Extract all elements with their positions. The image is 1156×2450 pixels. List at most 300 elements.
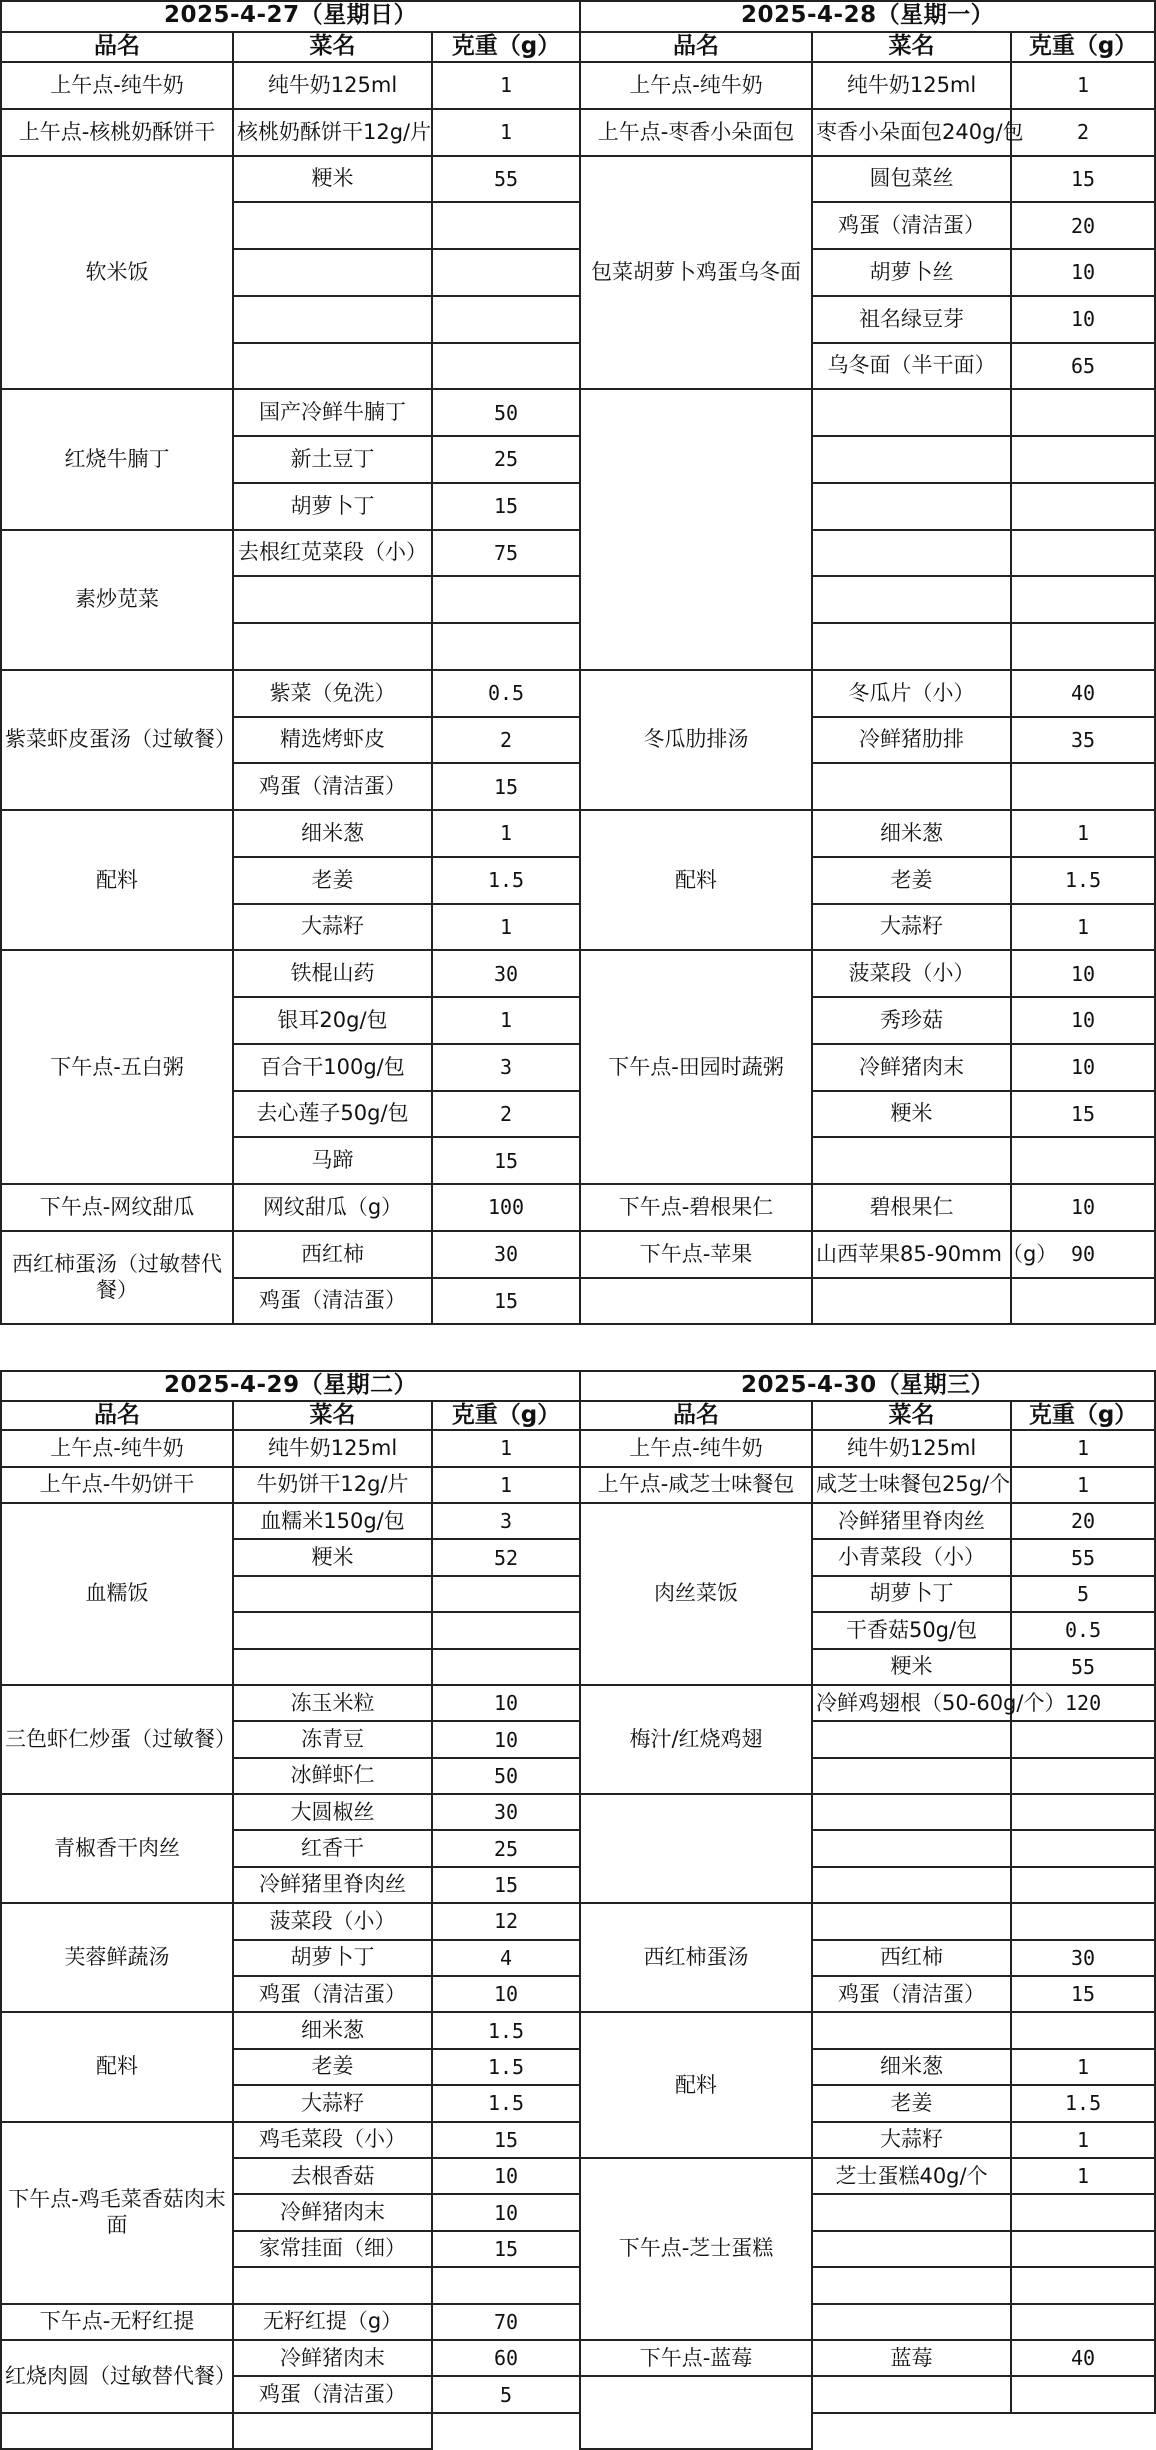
- ingredient-cell: 鸡蛋（清洁蛋）: [812, 1976, 1011, 2012]
- weight-cell: [432, 1649, 580, 1685]
- date-cell: 2025-4-27（星期日）: [1, 1, 580, 32]
- weight-cell: 20: [1011, 1503, 1155, 1539]
- weight-cell: 3: [432, 1503, 580, 1539]
- ingredient-cell: 祖名绿豆芽: [812, 296, 1011, 343]
- weight-cell: 1: [1011, 2158, 1155, 2194]
- dish-name-cell: 配料: [580, 810, 812, 950]
- weight-cell: [1011, 623, 1155, 670]
- ingredient-cell: 冷鲜猪肉末: [233, 2194, 432, 2230]
- dish-name-cell: 配料: [1, 810, 233, 950]
- ingredient-cell: 粳米: [812, 1091, 1011, 1138]
- weight-cell: 1: [432, 810, 580, 857]
- ingredient-cell: 铁棍山药: [233, 950, 432, 997]
- ingredient-cell: 冷鲜猪肉末: [233, 2340, 432, 2376]
- ingredient-cell: [233, 249, 432, 296]
- ingredient-cell: 冷鲜猪里脊肉丝: [812, 1503, 1011, 1539]
- ingredient-cell: [233, 343, 432, 390]
- ingredient-cell: 冷鲜猪里脊肉丝: [233, 1867, 432, 1903]
- ingredient-cell: 芝士蛋糕40g/个: [812, 2158, 1011, 2194]
- ingredient-cell: [233, 296, 432, 343]
- weight-cell: 1: [1011, 2122, 1155, 2158]
- weight-cell: 2: [432, 1091, 580, 1138]
- ingredient-cell: [812, 483, 1011, 530]
- weight-cell: [1011, 2012, 1155, 2048]
- header-ingredient: 菜名: [812, 1401, 1011, 1431]
- table-row: [1, 2122, 1155, 2158]
- dish-name-cell: 青椒香干肉丝: [1, 1794, 233, 1903]
- ingredient-cell: 胡萝卜丁: [812, 1576, 1011, 1612]
- ingredient-cell: 鸡蛋（清洁蛋）: [233, 1278, 432, 1325]
- ingredient-cell: [812, 1830, 1011, 1866]
- ingredient-cell: [812, 576, 1011, 623]
- ingredient-cell: 胡萝卜丁: [233, 1940, 432, 1976]
- table-row: [1, 1467, 1155, 1503]
- ingredient-cell: 老姜: [233, 2049, 432, 2085]
- dish-name-cell: 下午点-苹果: [580, 1231, 812, 1278]
- weight-cell: 15: [432, 763, 580, 810]
- table-row: [1, 1184, 1155, 1231]
- table-row: [1, 1685, 1155, 1721]
- weight-cell: [432, 623, 580, 670]
- ingredient-cell: 核桃奶酥饼干12g/片: [233, 109, 432, 156]
- table-row: [1, 62, 1155, 109]
- dish-name-cell: 下午点-鸡毛菜香菇肉末面: [1, 2122, 233, 2304]
- header-weight: 克重（g）: [1011, 1401, 1155, 1431]
- weight-cell: [432, 1612, 580, 1648]
- weight-cell: 1: [1011, 1467, 1155, 1503]
- dish-name-cell: 下午点-无籽红提: [1, 2304, 233, 2340]
- weight-cell: 75: [432, 530, 580, 577]
- ingredient-cell: 蓝莓: [812, 2340, 1011, 2376]
- column-header-row: [1, 32, 1155, 63]
- ingredient-cell: 鸡毛菜段（小）: [233, 2122, 432, 2158]
- weight-cell: [1011, 1137, 1155, 1184]
- ingredient-cell: [812, 1721, 1011, 1757]
- dish-name-cell: 上午点-牛奶饼干: [1, 1467, 233, 1503]
- dish-name-cell: 紫菜虾皮蛋汤（过敏餐）: [1, 670, 233, 810]
- dish-name-cell: 素炒苋菜: [1, 530, 233, 670]
- ingredient-cell: 枣香小朵面包240g/包: [812, 109, 1011, 156]
- ingredient-cell: 碧根果仁: [812, 1184, 1011, 1231]
- weight-cell: 15: [432, 1137, 580, 1184]
- table-row: [1, 670, 1155, 717]
- dish-name-cell: 红烧牛腩丁: [1, 389, 233, 529]
- ingredient-cell: [812, 2231, 1011, 2267]
- weight-cell: 15: [432, 2122, 580, 2158]
- dish-name-cell: 红烧肉圆（过敏替代餐）: [1, 2340, 233, 2413]
- weight-cell: 1.5: [432, 857, 580, 904]
- ingredient-cell: 老姜: [812, 2085, 1011, 2121]
- weight-cell: 10: [432, 1721, 580, 1757]
- table-row: [1, 2012, 1155, 2048]
- weight-cell: 1: [432, 109, 580, 156]
- table-row: [1, 2340, 1155, 2376]
- weight-cell: 55: [432, 156, 580, 203]
- dish-name-cell: 梅汁/红烧鸡翅: [580, 1685, 812, 1794]
- weight-cell: [1011, 483, 1155, 530]
- ingredient-cell: [233, 623, 432, 670]
- dish-name-cell: 下午点-蓝莓: [580, 2340, 812, 2376]
- weight-cell: 30: [432, 1794, 580, 1830]
- ingredient-cell: 冷鲜猪肉末: [812, 1044, 1011, 1091]
- ingredient-cell: 冻玉米粒: [233, 1685, 432, 1721]
- weight-cell: 15: [1011, 1091, 1155, 1138]
- ingredient-cell: 银耳20g/包: [233, 997, 432, 1044]
- ingredient-cell: 秀珍菇: [812, 997, 1011, 1044]
- table-row: [1, 2304, 1155, 2340]
- weight-cell: 40: [1011, 670, 1155, 717]
- menu-body-1: [1, 62, 1155, 1371]
- weight-cell: 30: [432, 1231, 580, 1278]
- ingredient-cell: 粳米: [233, 1539, 432, 1575]
- ingredient-cell: 细米葱: [812, 810, 1011, 857]
- dish-name-cell: 配料: [1, 2012, 233, 2121]
- ingredient-cell: 鸡蛋（清洁蛋）: [233, 1976, 432, 2012]
- weight-cell: [432, 202, 580, 249]
- weight-cell: [1011, 2304, 1155, 2340]
- dish-name-cell: 配料: [580, 2012, 812, 2158]
- dish-name-cell: 下午点-碧根果仁: [580, 1184, 812, 1231]
- weight-cell: 10: [1011, 950, 1155, 997]
- ingredient-cell: 西红柿: [812, 1940, 1011, 1976]
- header-dish: 品名: [580, 32, 812, 63]
- ingredient-cell: 冷鲜猪肋排: [812, 717, 1011, 764]
- table-row: [1, 530, 1155, 577]
- date-cell: 2025-4-28（星期一）: [580, 1, 1155, 32]
- weight-cell: 120: [1011, 1685, 1155, 1721]
- ingredient-cell: 粳米: [233, 156, 432, 203]
- weight-cell: 10: [432, 1685, 580, 1721]
- weight-cell: [1011, 2231, 1155, 2267]
- dish-name-cell: 上午点-咸芝士味餐包: [580, 1467, 812, 1503]
- weight-cell: 1: [432, 62, 580, 109]
- ingredient-cell: 冰鲜虾仁: [233, 1758, 432, 1794]
- ingredient-cell: [812, 1794, 1011, 1830]
- weight-cell: 10: [1011, 249, 1155, 296]
- weight-cell: [1011, 2194, 1155, 2230]
- header-ingredient: 菜名: [233, 1401, 432, 1431]
- weight-cell: 15: [432, 1867, 580, 1903]
- dish-name-cell: [580, 1278, 812, 1325]
- weight-cell: 1: [1011, 904, 1155, 951]
- ingredient-cell: 圆包菜丝: [812, 156, 1011, 203]
- ingredient-cell: [812, 2012, 1011, 2048]
- ingredient-cell: 西红柿: [233, 1231, 432, 1278]
- ingredient-cell: [812, 2376, 1011, 2412]
- ingredient-cell: [233, 2267, 432, 2303]
- ingredient-cell: 乌冬面（半干面）: [812, 343, 1011, 390]
- ingredient-cell: 鸡蛋（清洁蛋）: [812, 202, 1011, 249]
- ingredient-cell: [233, 202, 432, 249]
- dish-name-cell: 上午点-枣香小朵面包: [580, 109, 812, 156]
- table-row: [1, 1324, 1155, 1371]
- header-weight: 克重（g）: [432, 1401, 580, 1431]
- weight-cell: 52: [432, 1539, 580, 1575]
- weight-cell: 70: [432, 2304, 580, 2340]
- weight-cell: 1: [432, 997, 580, 1044]
- weight-cell: 10: [1011, 1044, 1155, 1091]
- ingredient-cell: 大圆椒丝: [233, 1794, 432, 1830]
- ingredient-cell: 百合干100g/包: [233, 1044, 432, 1091]
- ingredient-cell: 细米葱: [812, 2049, 1011, 2085]
- table-row: [1, 389, 1155, 436]
- ingredient-cell: 纯牛奶125ml: [812, 1430, 1011, 1466]
- ingredient-cell: [812, 2304, 1011, 2340]
- table-row: [1, 1503, 1155, 1539]
- weight-cell: 2: [1011, 109, 1155, 156]
- weight-cell: [233, 2413, 432, 2449]
- weight-cell: 1.5: [432, 2049, 580, 2085]
- weight-cell: [1011, 1721, 1155, 1757]
- weight-cell: 15: [1011, 156, 1155, 203]
- ingredient-cell: 菠菜段（小）: [812, 950, 1011, 997]
- table-row: [1, 156, 1155, 203]
- weight-cell: [432, 296, 580, 343]
- ingredient-cell: 新土豆丁: [233, 436, 432, 483]
- date-row: [1, 1, 1155, 32]
- weight-cell: 55: [1011, 1539, 1155, 1575]
- weight-cell: 1: [1011, 2049, 1155, 2085]
- weight-cell: 10: [432, 1976, 580, 2012]
- ingredient-cell: 网纹甜瓜（g）: [233, 1184, 432, 1231]
- ingredient-cell: 细米葱: [233, 810, 432, 857]
- ingredient-cell: [812, 1903, 1011, 1939]
- ingredient-cell: [812, 763, 1011, 810]
- date-row: [1, 1371, 1155, 1401]
- weight-cell: 20: [1011, 202, 1155, 249]
- weight-cell: [1011, 1867, 1155, 1903]
- header-dish: 品名: [1, 1401, 233, 1431]
- weight-cell: 55: [1011, 1649, 1155, 1685]
- weight-cell: [1011, 436, 1155, 483]
- weight-cell: [1011, 763, 1155, 810]
- weight-cell: 10: [432, 2158, 580, 2194]
- weight-cell: [432, 1576, 580, 1612]
- dish-name-cell: 上午点-纯牛奶: [1, 1430, 233, 1466]
- table-row: [1, 1903, 1155, 1939]
- weight-cell: 1.5: [432, 2012, 580, 2048]
- weight-cell: 50: [432, 1758, 580, 1794]
- ingredient-cell: 大蒜籽: [233, 904, 432, 951]
- weight-cell: [1011, 1903, 1155, 1939]
- ingredient-cell: 菠菜段（小）: [233, 1903, 432, 1939]
- ingredient-cell: 鸡蛋（清洁蛋）: [233, 763, 432, 810]
- weight-cell: [1011, 1758, 1155, 1794]
- weight-cell: [432, 249, 580, 296]
- weight-cell: 1: [1011, 810, 1155, 857]
- weight-cell: 4: [432, 1940, 580, 1976]
- ingredient-cell: [233, 1576, 432, 1612]
- table-row: [1, 1430, 1155, 1466]
- dish-name-cell: 西红柿蛋汤: [580, 1903, 812, 2012]
- ingredient-cell: 红香干: [233, 1830, 432, 1866]
- ingredient-cell: 冻青豆: [233, 1721, 432, 1757]
- dish-name-cell: [580, 2376, 812, 2449]
- weight-cell: 60: [432, 2340, 580, 2376]
- ingredient-cell: 大蒜籽: [812, 2122, 1011, 2158]
- dish-name-cell: 下午点-网纹甜瓜: [1, 1184, 233, 1231]
- weight-cell: 100: [432, 1184, 580, 1231]
- weight-cell: 1.5: [1011, 857, 1155, 904]
- weight-cell: 2: [432, 717, 580, 764]
- table-row: [1, 109, 1155, 156]
- ingredient-cell: 细米葱: [233, 2012, 432, 2048]
- weight-cell: 15: [1011, 1976, 1155, 2012]
- ingredient-cell: [233, 576, 432, 623]
- dish-name-cell: 芙蓉鲜蔬汤: [1, 1903, 233, 2012]
- header-ingredient: 菜名: [233, 32, 432, 63]
- ingredient-cell: 胡萝卜丁: [233, 483, 432, 530]
- weight-cell: 10: [1011, 1184, 1155, 1231]
- ingredient-cell: 大蒜籽: [233, 2085, 432, 2121]
- weight-cell: [1011, 1830, 1155, 1866]
- ingredient-cell: 小青菜段（小）: [812, 1539, 1011, 1575]
- header-weight: 克重（g）: [1011, 32, 1155, 63]
- weight-cell: 50: [432, 389, 580, 436]
- weight-cell: 5: [432, 2376, 580, 2412]
- ingredient-cell: [812, 2267, 1011, 2303]
- dish-name-cell: [580, 389, 812, 670]
- weight-cell: 65: [1011, 343, 1155, 390]
- ingredient-cell: 咸芝士味餐包25g/个: [812, 1467, 1011, 1503]
- ingredient-cell: 去根红苋菜段（小）: [233, 530, 432, 577]
- table-row: [1, 2413, 1155, 2449]
- weight-cell: 10: [432, 2194, 580, 2230]
- weight-cell: [1011, 576, 1155, 623]
- table-row: [1, 1794, 1155, 1830]
- table-row: [1, 1231, 1155, 1278]
- weight-cell: 3: [432, 1044, 580, 1091]
- ingredient-cell: 鸡蛋（清洁蛋）: [233, 2376, 432, 2412]
- dish-name-cell: 肉丝菜饭: [580, 1503, 812, 1685]
- ingredient-cell: 老姜: [812, 857, 1011, 904]
- weight-cell: 1.5: [1011, 2085, 1155, 2121]
- weight-cell: [432, 2267, 580, 2303]
- weight-cell: 1: [1011, 62, 1155, 109]
- dish-name-cell: 冬瓜肋排汤: [580, 670, 812, 810]
- weight-cell: 0.5: [1011, 1612, 1155, 1648]
- weight-cell: 35: [1011, 717, 1155, 764]
- dish-name-cell: 血糯饭: [1, 1503, 233, 1685]
- menu-body-2: [1, 1430, 1155, 2449]
- weight-cell: 1: [432, 904, 580, 951]
- weight-cell: [432, 576, 580, 623]
- ingredient-cell: [812, 530, 1011, 577]
- ingredient-cell: [812, 389, 1011, 436]
- weight-cell: 30: [432, 950, 580, 997]
- weight-cell: 25: [432, 1830, 580, 1866]
- ingredient-cell: [812, 436, 1011, 483]
- weight-cell: [432, 343, 580, 390]
- ingredient-cell: 纯牛奶125ml: [233, 62, 432, 109]
- weight-cell: [1011, 389, 1155, 436]
- ingredient-cell: [812, 1137, 1011, 1184]
- ingredient-cell: [812, 2194, 1011, 2230]
- column-header-row: [1, 1401, 1155, 1431]
- ingredient-cell: 干香菇50g/包: [812, 1612, 1011, 1648]
- weight-cell: [1011, 530, 1155, 577]
- weight-cell: [1011, 1794, 1155, 1830]
- dish-name-cell: 上午点-纯牛奶: [1, 62, 233, 109]
- weight-cell: 15: [432, 2231, 580, 2267]
- weight-cell: 15: [432, 1278, 580, 1325]
- ingredient-cell: [233, 1649, 432, 1685]
- ingredient-cell: 国产冷鲜牛腩丁: [233, 389, 432, 436]
- weight-cell: 40: [1011, 2340, 1155, 2376]
- ingredient-cell: 家常挂面（细）: [233, 2231, 432, 2267]
- dish-name-cell: 下午点-田园时蔬粥: [580, 950, 812, 1184]
- weight-cell: [1011, 2267, 1155, 2303]
- table-row: [1, 950, 1155, 997]
- header-weight: 克重（g）: [432, 32, 580, 63]
- header-dish: 品名: [1, 32, 233, 63]
- dish-name-cell: 软米饭: [1, 156, 233, 390]
- weight-cell: 1: [432, 1430, 580, 1466]
- ingredient-cell: [812, 1758, 1011, 1794]
- weight-cell: 90: [1011, 1231, 1155, 1278]
- dish-name-cell: 下午点-五白粥: [1, 950, 233, 1184]
- weight-cell: 30: [1011, 1940, 1155, 1976]
- ingredient-cell: 山西苹果85-90mm（g）: [812, 1231, 1011, 1278]
- ingredient-cell: 冬瓜片（小）: [812, 670, 1011, 717]
- ingredient-cell: 胡萝卜丝: [812, 249, 1011, 296]
- weight-cell: 1: [432, 1467, 580, 1503]
- weight-cell: [1011, 1278, 1155, 1325]
- weight-cell: 15: [432, 483, 580, 530]
- ingredient-cell: 去心莲子50g/包: [233, 1091, 432, 1138]
- menu-table-2: [0, 1370, 1156, 2450]
- ingredient-cell: 血糯米150g/包: [233, 1503, 432, 1539]
- ingredient-cell: 去根香菇: [233, 2158, 432, 2194]
- ingredient-cell: [1, 2413, 233, 2449]
- ingredient-cell: 精选烤虾皮: [233, 717, 432, 764]
- dish-name-cell: 上午点-纯牛奶: [580, 62, 812, 109]
- ingredient-cell: [812, 1867, 1011, 1903]
- header-ingredient: 菜名: [812, 32, 1011, 63]
- weight-cell: 1: [1011, 1430, 1155, 1466]
- dish-name-cell: 西红柿蛋汤（过敏替代餐）: [1, 1231, 233, 1325]
- weight-cell: 10: [1011, 296, 1155, 343]
- weight-cell: 10: [1011, 997, 1155, 1044]
- dish-name-cell: [580, 1794, 812, 1903]
- date-cell: 2025-4-30（星期三）: [580, 1371, 1155, 1401]
- weight-cell: 12: [432, 1903, 580, 1939]
- header-dish: 品名: [580, 1401, 812, 1431]
- ingredient-cell: 老姜: [233, 857, 432, 904]
- ingredient-cell: 纯牛奶125ml: [812, 62, 1011, 109]
- ingredient-cell: 马蹄: [233, 1137, 432, 1184]
- ingredient-cell: 无籽红提（g）: [233, 2304, 432, 2340]
- weight-cell: 25: [432, 436, 580, 483]
- ingredient-cell: 冷鲜鸡翅根（50-60g/个）: [812, 1685, 1011, 1721]
- dish-name-cell: 下午点-芝士蛋糕: [580, 2158, 812, 2340]
- ingredient-cell: [812, 623, 1011, 670]
- weight-cell: 0.5: [432, 670, 580, 717]
- ingredient-cell: 大蒜籽: [812, 904, 1011, 951]
- ingredient-cell: 纯牛奶125ml: [233, 1430, 432, 1466]
- dish-name-cell: 上午点-核桃奶酥饼干: [1, 109, 233, 156]
- dish-name-cell: 上午点-纯牛奶: [580, 1430, 812, 1466]
- dish-name-cell: 包菜胡萝卜鸡蛋乌冬面: [580, 156, 812, 390]
- table-row: [1, 810, 1155, 857]
- ingredient-cell: 牛奶饼干12g/片: [233, 1467, 432, 1503]
- weight-cell: 5: [1011, 1576, 1155, 1612]
- ingredient-cell: 紫菜（免洗）: [233, 670, 432, 717]
- weight-cell: [1011, 2376, 1155, 2412]
- weight-cell: 1.5: [432, 2085, 580, 2121]
- ingredient-cell: [812, 1278, 1011, 1325]
- menu-block-2: [0, 1370, 1154, 2438]
